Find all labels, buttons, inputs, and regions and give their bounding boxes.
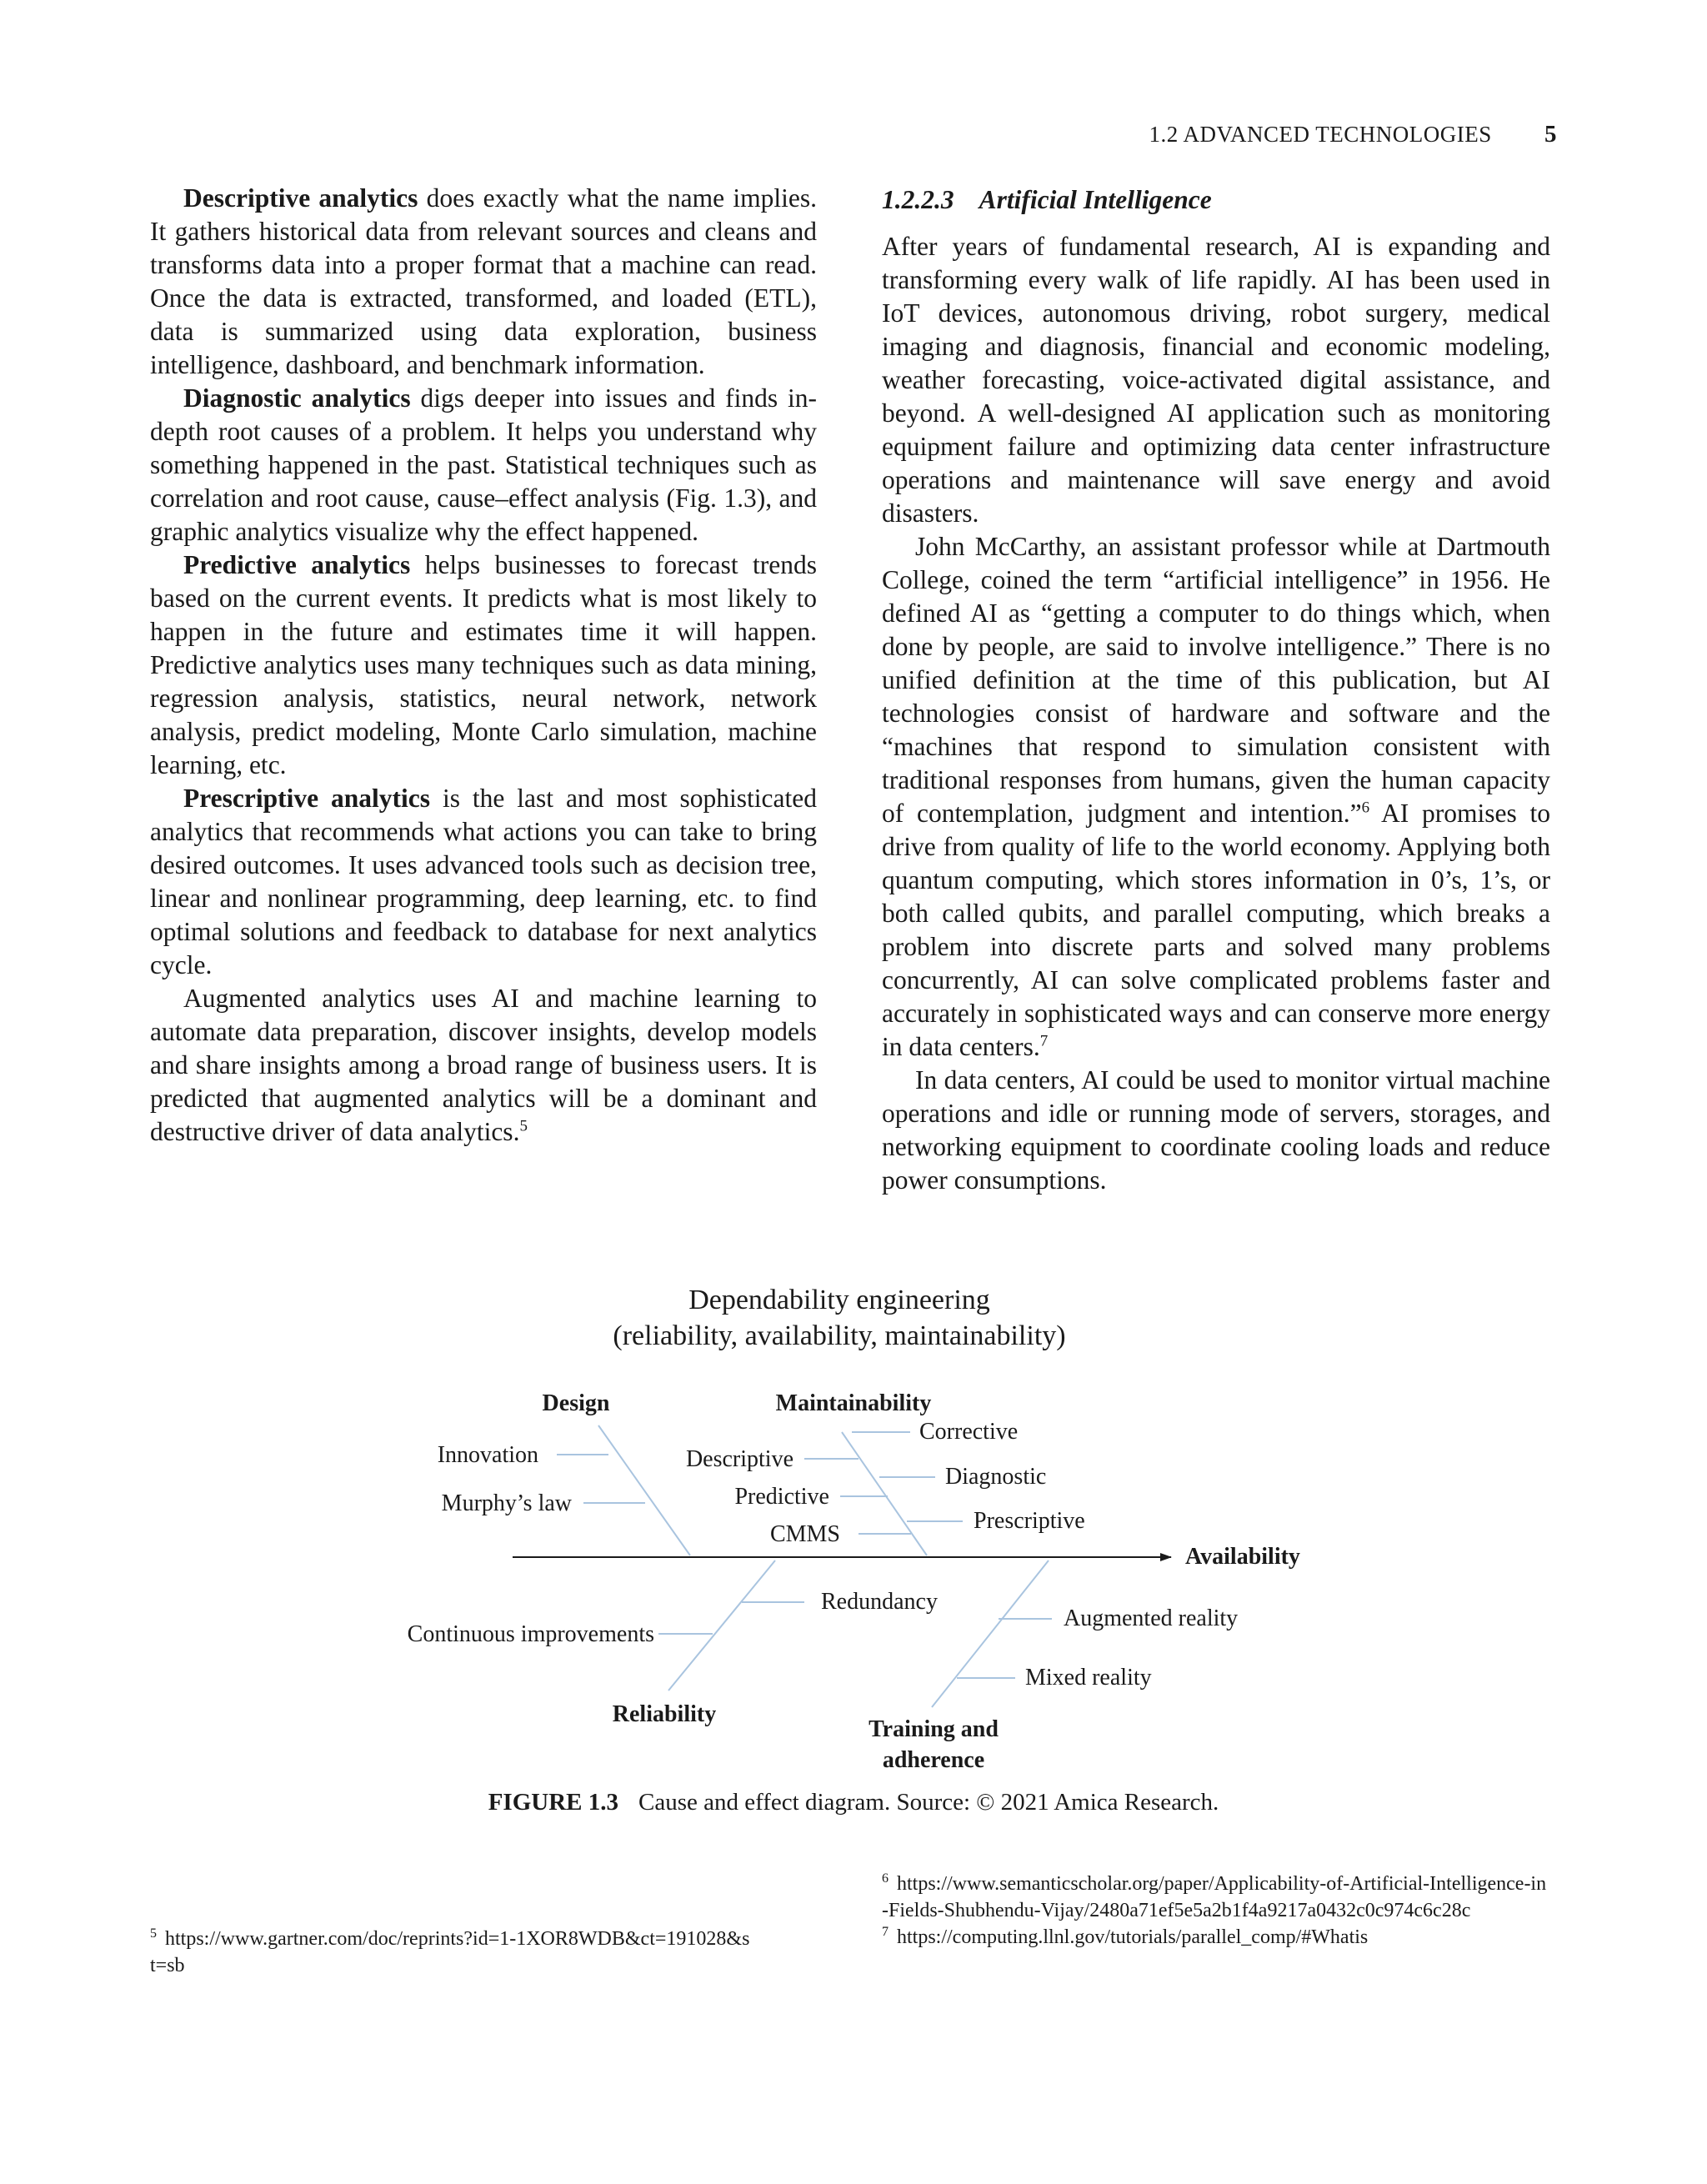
footnote-5: [150, 1926, 750, 1979]
term-diagnostic: Diagnostic analytics: [183, 383, 411, 413]
figure-caption-text: Cause and effect diagram. Source: © 2021 Amica Research.: [638, 1789, 1219, 1816]
figure-title-line2: (reliability, availability, maintainability): [613, 1320, 1066, 1351]
figure-title-line1: Dependability engineering: [688, 1285, 990, 1315]
figure-caption: [0, 1789, 1707, 1816]
footnote-7: [882, 1924, 1553, 1951]
footnote-7-link[interactable]: https://computing.llnl.gov/tutorials/parallel_comp/#Whatis: [897, 1926, 1369, 1948]
paragraph-descriptive: Descriptive analytics does exactly what the name implies. It gathers historical data from relevant sources and cleans and transforms data into a proper format that a machine can read. Once the data is extracted, transformed, and loaded (ETL), data is summarized using data exploration, business intelligence, dashboard, and benchmark information.: [150, 183, 817, 379]
cause-prescriptive: Prescriptive: [974, 1508, 1085, 1534]
paragraph-mccarthy: John McCarthy, an assistant professor while at Dartmouth College, coined the term “artificial intelligence” in 1956. He defined AI as “getting a computer to do things which, when done by people, are said to involve intelligence.” There is no unified definition at the time of this publication, but AI technologies consist of hardware and software and the “machines that respond to simulation consistent with traditional responses from humans, given the human capacity of contemplation, judgment and intention.”$^6$ AI promises to drive from quality of life to the world economy. Applying both quantum computing, which stores information in 0’s, 1’s, or both called qubits, and parallel computing, which breaks a problem into discrete parts and solved many problems concurrently, AI can solve complicated problems faster and accurately in sophisticated ways and can conserve more energy in data centers.$^7$: [882, 532, 1550, 1061]
footnotes-right: [882, 1871, 1553, 1951]
section-heading: 1.2.2.3 Artificial Intelligence: [882, 185, 1212, 214]
footnote-ref-5[interactable]: 5: [519, 1117, 528, 1135]
footnote-6-link[interactable]: https://www.semanticscholar.org/paper/Applicability-of-Artificial-Intelligence-in-Fields-Shubhendu-Vijay/2480a71ef5e5a2b1f4a9217a0432c0c974c6c28c: [882, 1873, 1547, 1921]
cause-continuous-improvements: Continuous improvements: [407, 1621, 654, 1647]
paragraph-diagnostic: Diagnostic analytics digs deeper into issues and finds in-depth root causes of a problem. It helps you understand why something happened in the past. Statistical techniques such as correlation and root cause, cause–effect analysis (Fig. 1.3), and graphic analytics visualize why the effect happened.: [150, 383, 817, 546]
figure-label: FIGURE 1.3: [488, 1789, 618, 1816]
left-column: [150, 182, 817, 1149]
running-head: [1149, 121, 1557, 148]
right-column: [882, 182, 1550, 1197]
category-training-line2: adherence: [882, 1747, 985, 1773]
footnote-7-number: 7: [882, 1925, 889, 1939]
cause-diagnostic: Diagnostic: [945, 1464, 1047, 1490]
cause-augmented-reality: Augmented reality: [1064, 1605, 1239, 1631]
paragraph-data-centers: In data centers, AI could be used to monitor virtual machine operations and idle or running mode of servers, storages, and networking equipment to coordinate cooling loads and reduce power consumptions.: [882, 1065, 1550, 1195]
footnote-ref-6[interactable]: 6: [1361, 799, 1370, 817]
term-descriptive: Descriptive analytics: [183, 183, 418, 213]
cause-descriptive: Descriptive: [685, 1446, 793, 1472]
category-maintainability: Maintainability: [775, 1390, 932, 1416]
running-head-section: 1.2 ADVANCED TECHNOLOGIES: [1149, 122, 1492, 147]
footnote-5-link[interactable]: https://www.gartner.com/doc/reprints?id=1-1XOR8WDB&ct=191028&st=sb: [150, 1928, 750, 1976]
category-design: Design: [542, 1390, 610, 1416]
term-prescriptive: Prescriptive analytics: [183, 784, 431, 813]
category-training-line1: Training and: [869, 1716, 999, 1742]
paragraph-prescriptive: Prescriptive analytics is the last and most sophisticated analytics that recommends what actions you can take to bring desired outcomes. It uses advanced tools such as decision tree, linear and nonlinear programming, deep learning, etc. to find optimal solutions and feedback to database for next analytics cycle.: [150, 784, 817, 979]
figure-cause-effect: [0, 1275, 1707, 1859]
effect-availability: Availability: [1185, 1544, 1300, 1570]
cause-mixed-reality: Mixed reality: [1025, 1665, 1152, 1691]
paragraph-augmented: Augmented analytics uses AI and machine learning to automate data preparation, discover insights, develop models and share insights among a broad range of business users. It is predicted that augmented analytics will be a dominant and destructive driver of data analytics.$^5$: [150, 984, 817, 1146]
paragraph-predictive: Predictive analytics helps businesses to forecast trends based on the current events. It predicts what is most likely to happen in the future and estimates time it will happen. Predictive analytics uses many techniques such as data mining, regression analysis, statistics, neural network, network analysis, predict modeling, Monte Carlo simulation, machine learning, etc.: [150, 550, 817, 779]
cause-predictive: Predictive: [734, 1484, 829, 1510]
cause-corrective: Corrective: [919, 1419, 1019, 1445]
cause-redundancy: Redundancy: [821, 1589, 938, 1615]
paragraph-ai-intro: After years of fundamental research, AI is expanding and transforming every walk of life rapidly. AI has been used in IoT devices, autonomous driving, robot surgery, medical imaging and diagnosis, financial and economic modeling, weather forecasting, voice-activated digital assistance, and beyond. A well-designed AI application such as monitoring equipment failure and optimizing data center infrastructure operations and maintenance will save energy and avoid disasters.: [882, 232, 1550, 528]
footnote-6: [882, 1871, 1553, 1924]
category-reliability: Reliability: [612, 1701, 717, 1727]
cause-murphys-law: Murphy’s law: [441, 1490, 572, 1516]
footnote-6-number: 6: [882, 1871, 889, 1886]
footnote-ref-7[interactable]: 7: [1039, 1032, 1049, 1050]
fishbone-diagram: [0, 1275, 1707, 1859]
bone-maintainability: [842, 1432, 927, 1555]
footnote-5-number: 5: [150, 1926, 157, 1941]
page-number: 5: [1544, 121, 1557, 148]
cause-innovation: Innovation: [437, 1442, 538, 1468]
bone-reliability: [668, 1560, 775, 1691]
cause-cmms: CMMS: [769, 1521, 840, 1547]
term-predictive: Predictive analytics: [183, 550, 411, 579]
bone-design: [598, 1425, 690, 1555]
